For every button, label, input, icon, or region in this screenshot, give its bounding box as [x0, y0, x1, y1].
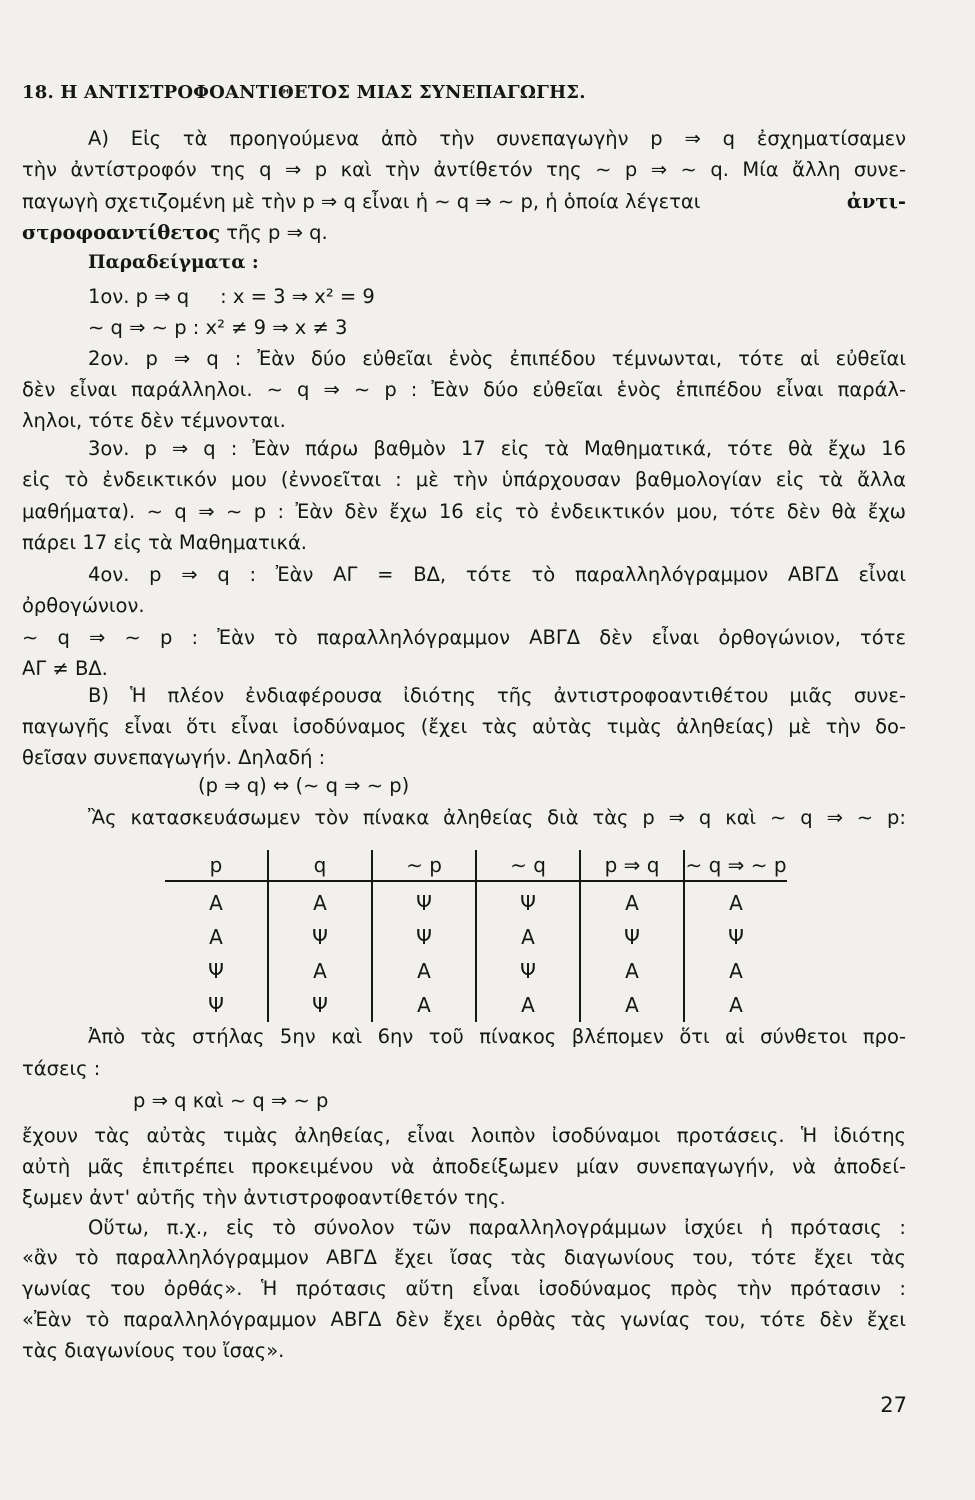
table-cell: Α [268, 881, 372, 920]
para-a-line-2: τὴν ἀντίστροφόν της q ⇒ p καὶ τὴν ἀντίθετόν της ∼ p ⇒ ∼ q. Μία ἄλλη συνε- [22, 158, 906, 181]
table-cell: Α [372, 988, 476, 1022]
para-a-line-3-text: παγωγὴ σχετιζομένη μὲ τὴν p ⇒ q εἶναι ἡ ∼ q ⇒ ∼ p, ἡ ὁποία λέγεται [22, 190, 701, 213]
final-example-line-3: γωνίας του ὀρθάς». Ἡ πρότασις αὕτη εἶναι ἰσοδύναμος πρὸς τὴν πρότασιν : [22, 1277, 906, 1300]
table-cell: Α [580, 988, 684, 1022]
header-p-implies-q: p ⇒ q [580, 850, 684, 881]
para-a-line-4 [22, 218, 328, 248]
table-cell: Α [268, 954, 372, 988]
table-cell: Α [580, 881, 684, 920]
table-cell: Ψ [372, 920, 476, 954]
example-2-line-2: δὲν εἶναι παράλληλοι. ∼ q ⇒ ∼ p : Ἐὰν δύο εὐθεῖαι ἑνὸς ἐπιπέδου εἶναι παράλ- [22, 378, 906, 401]
table-cell: Α [476, 920, 580, 954]
conclusion-line-2: τάσεις : [22, 1057, 101, 1080]
final-example-line-5: τὰς διαγωνίους του ἴσας». [22, 1339, 285, 1362]
table-row [165, 881, 787, 920]
conclusion-line-3: ἔχουν τὰς αὐτὰς τιμὰς ἀληθείας, εἶναι λοιπὸν ἰσοδύναμοι προτάσεις. Ἡ ἰδιότης [22, 1124, 906, 1147]
table-cell: Α [372, 954, 476, 988]
example-1-line-1: 1ον. p ⇒ q : x = 3 ⇒ x² = 9 [88, 285, 375, 308]
final-example-line-4: «Ἐὰν τὸ παραλληλόγραμμον ΑΒΓΔ δὲν ἔχει ὀρθὰς τὰς γωνίας του, τότε δὲν ἔχει [22, 1308, 906, 1331]
table-row [165, 920, 787, 954]
para-a-line-4-text: τῆς p ⇒ q. [226, 221, 328, 244]
para-a-line-3 [22, 187, 906, 217]
conclusion-line-1: Ἀπὸ τὰς στήλας 5ην καὶ 6ην τοῦ πίνακος βλέπομεν ὅτι αἱ σύνθετοι προ- [88, 1025, 906, 1048]
example-2-line-1: 2ον. p ⇒ q : Ἐὰν δύο εὐθεῖαι ἑνὸς ἐπιπέδου τέμνωνται, τότε αἱ εὐθεῖαι [88, 347, 906, 370]
table-cell: Ψ [476, 954, 580, 988]
example-3-line-4: πάρει 17 εἰς τὰ Μαθηματικά. [22, 531, 308, 554]
truth-table-header-row [165, 850, 787, 881]
table-cell: Ψ [165, 988, 268, 1022]
table-cell: Α [729, 891, 743, 915]
table-cell: Ψ [476, 881, 580, 920]
table-cell: Α [165, 920, 268, 954]
examples-title: Παραδείγματα : [88, 252, 259, 273]
table-row [165, 988, 787, 1022]
table-cell: Ψ [728, 925, 744, 949]
term-antistrofoantithetos-part2: στροφοαντίθετος [22, 221, 221, 244]
section-heading: 18. Η ΑΝΤΙΣΤΡΟΦΟΑΝΤΙΘΕΤΟΣ ΜΙΑΣ ΣΥΝΕΠΑΓΩΓΗΣ. [22, 82, 586, 103]
final-example-line-2: «ἂν τὸ παραλληλόγραμμον ΑΒΓΔ ἔχει ἴσας τὰς διαγωνίους του, τότε ἔχει τὰς [22, 1246, 906, 1269]
para-b-line-2: παγωγῆς εἶναι ὅτι εἶναι ἰσοδύναμος (ἔχει τὰς αὐτὰς τιμὰς ἀληθείας) μὲ τὴν δο- [22, 715, 906, 738]
conclusion-line-5: ξωμεν ἀντ' αὐτῆς τὴν ἀντιστροφοαντίθετόν της. [22, 1186, 506, 1209]
conclusion-line-4: αὐτὴ μᾶς ἐπιτρέπει προκειμένου νὰ ἀποδείξωμεν μίαν συνεπαγωγήν, νὰ ἀποδεί- [22, 1155, 906, 1178]
para-a-line-1: Α) Εἰς τὰ προηγούμενα ἀπὸ τὴν συνεπαγωγὴν p ⇒ q ἐσχηματίσαμεν [88, 127, 906, 150]
header-not-q: ∼ q [476, 850, 580, 881]
table-cell: Α [476, 988, 580, 1022]
example-3-line-1: 3ον. p ⇒ q : Ἐὰν πάρω βαθμὸν 17 εἰς τὰ Μαθηματικά, τότε θὰ ἔχω 16 [88, 437, 906, 460]
header-q: q [268, 850, 372, 881]
example-3-line-3: μαθήματα). ∼ q ⇒ ∼ p : Ἐὰν δὲν ἔχω 16 εἰς τὸ ἐνδεικτικόν μου, τότε δὲν θὰ ἔχω [22, 500, 906, 523]
example-4-line-4: ΑΓ ≠ ΒΔ. [22, 657, 108, 680]
para-b-line-3: θεῖσαν συνεπαγωγήν. Δηλαδή : [22, 746, 326, 769]
table-cell: Ψ [372, 881, 476, 920]
example-4-line-3: ∼ q ⇒ ∼ p : Ἐὰν τὸ παραλληλόγραμμον ΑΒΓΔ δὲν εἶναι ὀρθογώνιον, τότε [22, 626, 906, 649]
header-not-q-implies-not-p: ∼ q ⇒ ∼ p [684, 850, 787, 881]
conclusion-formula: p ⇒ q καὶ ∼ q ⇒ ∼ p [133, 1089, 329, 1112]
table-cell: Ψ [580, 920, 684, 954]
table-intro: Ἂς κατασκευάσωμεν τὸν πίνακα ἀληθείας διὰ τὰς p ⇒ q καὶ ∼ q ⇒ ∼ p: [88, 806, 906, 829]
table-row [165, 954, 787, 988]
table-cell: Ψ [268, 988, 372, 1022]
table-cell: Α [165, 881, 268, 920]
truth-table [165, 850, 787, 1022]
table-cell: Α [729, 993, 743, 1017]
table-cell: Ψ [165, 954, 268, 988]
table-cell: Α [729, 959, 743, 983]
example-4-line-1: 4ον. p ⇒ q : Ἐὰν ΑΓ = ΒΔ, τότε τὸ παραλληλόγραμμον ΑΒΓΔ εἶναι [88, 563, 906, 586]
example-1-line-2: ∼ q ⇒ ∼ p : x² ≠ 9 ⇒ x ≠ 3 [88, 316, 348, 339]
example-4-line-2: ὀρθογώνιον. [22, 594, 145, 617]
term-antistrofoantithetos-part1: ἀντι- [846, 190, 906, 213]
header-p: p [165, 850, 268, 881]
equivalence-formula: (p ⇒ q) ⇔ (∼ q ⇒ ∼ p) [198, 774, 410, 797]
example-3-line-2: εἰς τὸ ἐνδεικτικόν μου (ἐννοεῖται : μὲ τὴν ὑπάρχουσαν βαθμολογίαν εἰς τὰ ἄλλα [22, 468, 906, 491]
example-2-line-3: ληλοι, τότε δὲν τέμνονται. [22, 409, 286, 432]
header-not-p: ∼ p [372, 850, 476, 881]
table-cell: Α [580, 954, 684, 988]
page-number: 27 [880, 1393, 907, 1417]
para-b-line-1: Β) Ἡ πλέον ἐνδιαφέρουσα ἰδιότης τῆς ἀντιστροφοαντιθέτου μιᾶς συνε- [88, 684, 906, 707]
table-cell: Ψ [268, 920, 372, 954]
final-example-line-1: Οὕτω, π.χ., εἰς τὸ σύνολον τῶν παραλληλογράμμων ἰσχύει ἡ πρότασις : [88, 1216, 906, 1239]
